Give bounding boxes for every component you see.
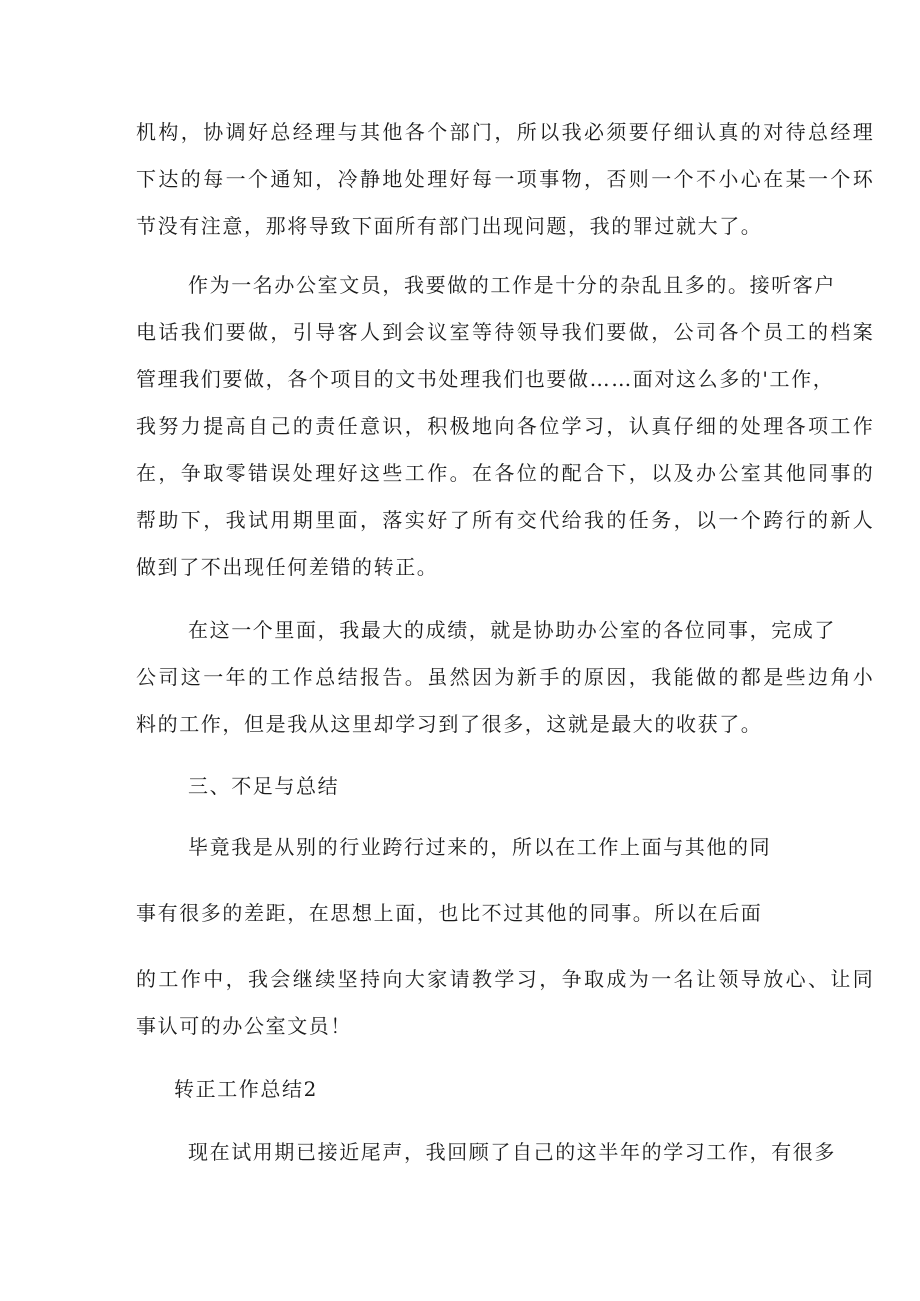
paragraph-line: 毕竟我是从别的行业跨行过来的，所以在工作上面与其他的同 <box>188 835 772 859</box>
paragraph-line: 节没有注意，那将导致下面所有部门出现问题，我的罪过就大了。 <box>136 214 763 238</box>
paragraph-line: 公司这一年的工作总结报告。虽然因为新手的原因，我能做的都是些边角小 <box>136 665 876 689</box>
paragraph-line: 帮助下，我试用期里面，落实好了所有交代给我的任务，以一个跨行的新人 <box>136 508 876 532</box>
paragraph-line: 在这一个里面，我最大的成绩，就是协助办公室的各位同事，完成了 <box>188 618 836 642</box>
paragraph-line: 事有很多的差距，在思想上面，也比不过其他的同事。所以在后面 <box>136 901 763 925</box>
paragraph-line: 在，争取零错误处理好这些工作。在各位的配合下，以及办公室其他同事的 <box>136 461 876 485</box>
paragraph-line: 下达的每一个通知，冷静地处理好每一项事物，否则一个不小心在某一个环 <box>136 167 876 191</box>
paragraph-line: 机构，协调好总经理与其他各个部门，所以我必须要仔细认真的对待总经理 <box>136 120 876 144</box>
paragraph-line: 电话我们要做，引导客人到会议室等待领导我们要做，公司各个员工的档案 <box>136 320 876 344</box>
paragraph-line: 作为一名办公室文员，我要做的工作是十分的杂乱且多的。接听客户 <box>188 273 836 297</box>
paragraph-line: 现在试用期已接近尾声，我回顾了自己的这半年的学习工作，有很多 <box>188 1140 836 1164</box>
paragraph-line: 事认可的办公室文员！ <box>136 1014 352 1038</box>
paragraph-line: 的工作中，我会继续坚持向大家请教学习，争取成为一名让领导放心、让同 <box>136 967 876 991</box>
section-heading: 转正工作总结2 <box>174 1077 318 1101</box>
paragraph-line: 料的工作，但是我从这里却学习到了很多，这就是最大的收获了。 <box>136 712 763 736</box>
paragraph-line: 我努力提高自己的责任意识，积极地向各位学习，认真仔细的处理各项工作 <box>136 414 876 438</box>
paragraph-line: 管理我们要做，各个项目的文书处理我们也要做……面对这么多的'工作， <box>136 367 835 391</box>
paragraph-line: 做到了不出现任何差错的转正。 <box>136 555 439 579</box>
section-heading: 三、不足与总结 <box>188 774 340 798</box>
